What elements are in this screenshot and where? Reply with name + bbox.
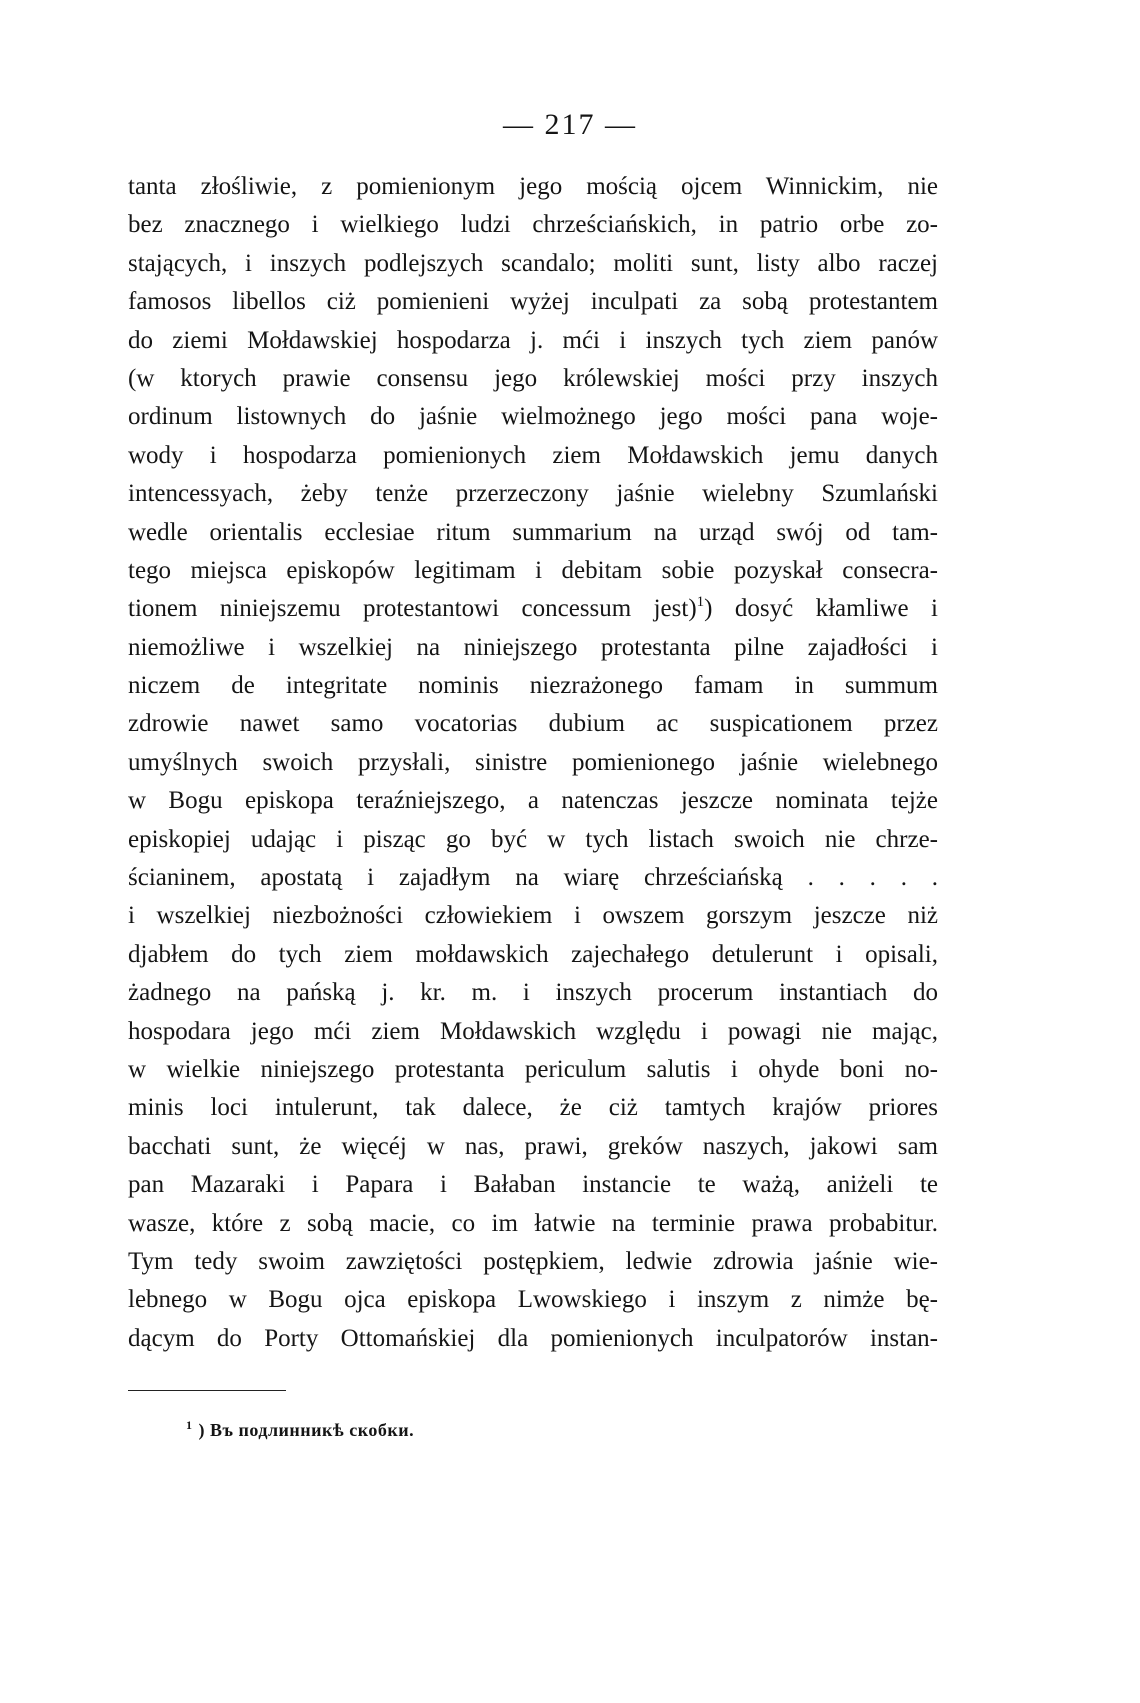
text-line: wedle orientalis ecclesiae ritum summarium na urząd swój od tam- [128,518,938,546]
text-line: ścianinem, apostatą i zajadłym na wiarę chrześciańską . . . . . [128,864,938,892]
text-line: episkopiej udając i pisząc go być w tych listach swoich nie chrze- [128,825,938,853]
text-line: tego miejsca episkopów legitimam i debitam sobie pozyskał consecra- [128,556,938,584]
text-line-part: ) dosyć kłamliwe i [704,595,938,623]
text-line: dącym do Porty Ottomańskiej dla pomienionych inculpatorów instan- [128,1324,938,1352]
text-line: lebnego w Bogu ojca episkopa Lwowskiego i inszym z nimże bę- [128,1286,938,1314]
body-text [128,168,938,1358]
text-line: djabłem do tych ziem mołdawskich zajechałego detulerunt i opisali, [128,940,938,968]
text-line-part: tionem niniejszemu protestantowi concessum jest) [128,595,697,623]
text-line: intencessyach, żeby tenże przerzeczony jaśnie wielebny Szumlański [128,480,938,508]
text-line: umyślnych swoich przysłali, sinistre pomienionego jaśnie wielebnego [128,748,938,776]
text-line: Tym tedy swoim zawziętości postępkiem, ledwie zdrowia jaśnie wie- [128,1247,938,1275]
text-line: w Bogu episkopa teraźniejszego, a natenczas jeszcze nominata tejże [128,787,938,815]
text-line-with-footnote-ref [128,590,938,628]
text-line: zdrowie nawet samo vocatorias dubium ac suspicationem przez [128,710,938,738]
text-line: bacchati sunt, że więcéj w nas, prawi, greków naszych, jakowi sam [128,1132,938,1160]
text-line: pan Mazaraki i Papara i Bałaban instancie te ważą, aniżeli te [128,1171,938,1199]
text-line: minis loci intulerunt, tak dalece, że ciż tamtych krajów priores [128,1094,938,1122]
text-line: famosos libellos ciż pomienieni wyżej inculpati za sobą protestantem [128,288,938,316]
text-line: niemożliwe i wszelkiej na niniejszego protestanta pilne zajadłości i [128,633,938,661]
text-line: (w ktorych prawie consensu jego królewskiej mości przy inszych [128,364,938,392]
text-line: wasze, które z sobą macie, co im łatwie na terminie prawa probabitur. [128,1209,938,1237]
footnote-marker: 1 [186,1418,193,1432]
text-line: bez znacznego i wielkiego ludzi chrześciańskich, in patrio orbe zo- [128,211,938,239]
footnote-divider [128,1390,286,1391]
footnote-text: ) Въ подлинникѣ скобки. [198,1420,415,1440]
text-line: żadnego na pańską j. kr. m. i inszych procerum instantiach do [128,979,938,1007]
page-number: — 217 — [503,108,637,141]
footnote [186,1420,414,1441]
text-line: w wielkie niniejszego protestanta periculum salutis i ohyde boni no- [128,1055,938,1083]
text-line: do ziemi Mołdawskiej hospodarza j. mći i inszych tych ziem panów [128,326,938,354]
text-line: tanta złośliwie, z pomienionym jego mością ojcem Winnickim, nie [128,173,938,200]
text-line: ordinum listownych do jaśnie wielmożnego jego mości pana woje- [128,403,938,431]
text-line: niczem de integritate nominis niezrażonego famam in summum [128,672,938,700]
text-line: stających, i inszych podlejszych scandalo; moliti sunt, listy albo raczej [128,249,938,277]
text-line: i wszelkiej niezbożności człowiekiem i owszem gorszym jeszcze niż [128,902,938,930]
text-line: hospodara jego mći ziem Mołdawskich względu i powagi nie mając, [128,1017,938,1045]
footnote-reference: 1 [696,594,705,611]
text-line: wody i hospodarza pomienionych ziem Mołdawskich jemu danych [128,441,938,469]
